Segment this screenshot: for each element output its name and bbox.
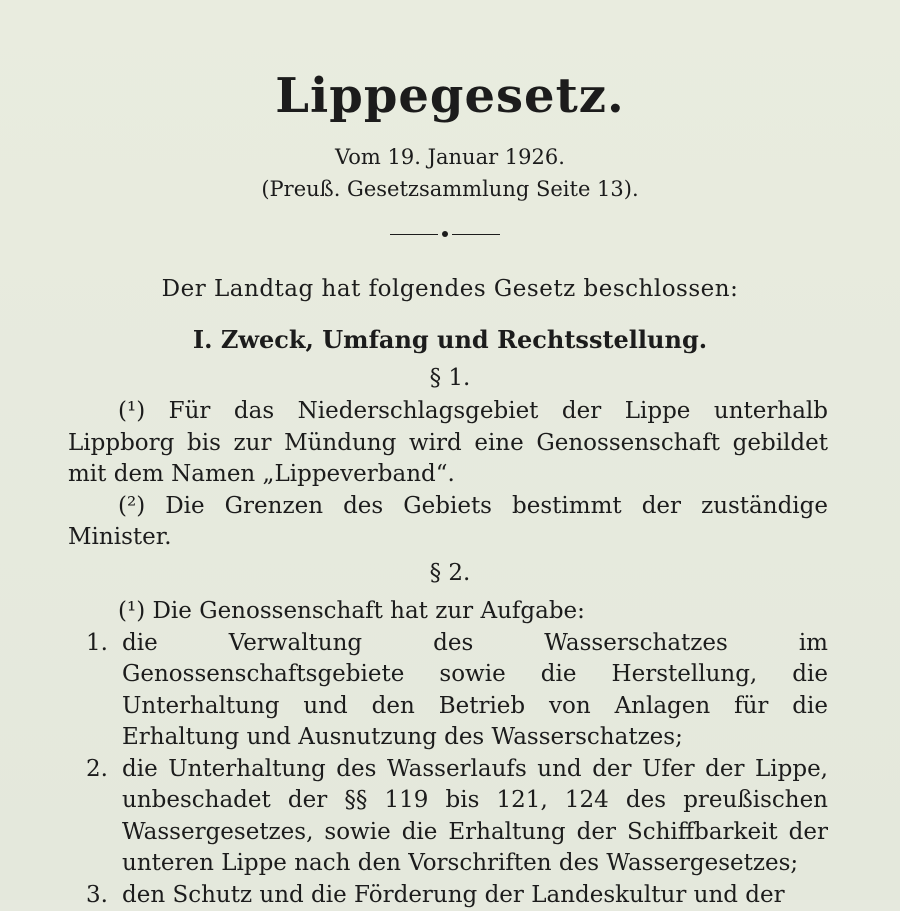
paragraph-1-clause-1: (¹) Für das Niederschlagsgebiet der Lippe unterhalb Lippborg bis zur Mündung wird eine Genossenschaft gebildet mit dem Namen „Lippeverband“. [68,396,828,491]
list-item [68,754,828,880]
list-item [68,628,828,754]
ornamental-divider [390,227,500,243]
paragraph-1-clause-2: (²) Die Grenzen des Gebiets bestimmt der zuständige Minister. [68,491,828,554]
list-item [68,880,828,911]
enactment-clause: Der Landtag hat folgendes Gesetz beschlossen: [0,276,900,302]
divider-line-left [390,234,438,235]
divider-dot [442,231,448,237]
section-heading: I. Zweck, Umfang und Rechtsstellung. [0,325,900,354]
source-line: (Preuß. Gesetzsammlung Seite 13). [0,177,900,201]
paragraph-2-clause-1: (¹) Die Genossenschaft hat zur Aufgabe: [68,596,828,628]
list-item-text: die Unterhaltung des Wasserlaufs und der Ufer der Lippe, unbeschadet der §§ 119 bis 121, 124 des preußischen Wassergesetzes, sowie die Erhaltung der Schiffbarkeit der unteren Lippe nach den Vorschriften des Wassergesetzes; [122,756,828,877]
paragraph-1-label: § 1. [0,365,900,391]
task-list [68,628,828,911]
law-title: Lippegesetz. [0,68,900,124]
list-item-number: 2. [86,754,108,786]
list-item-number: 1. [86,628,108,660]
date-line: Vom 19. Januar 1926. [0,145,900,169]
list-item-text: die Verwaltung des Wasserschatzes im Genossenschaftsgebiete sowie die Herstellung, die Unterhaltung und den Betrieb von Anlagen für die Erhaltung und Ausnutzung des Wasserschatzes; [122,630,828,751]
paragraph-2-body [68,596,828,911]
list-item-text: den Schutz und die Förderung der Landeskultur und der [122,882,785,908]
list-item-number: 3. [86,880,108,911]
paragraph-1-body [68,396,828,554]
divider-line-right [452,234,500,235]
paragraph-2-label: § 2. [0,560,900,586]
